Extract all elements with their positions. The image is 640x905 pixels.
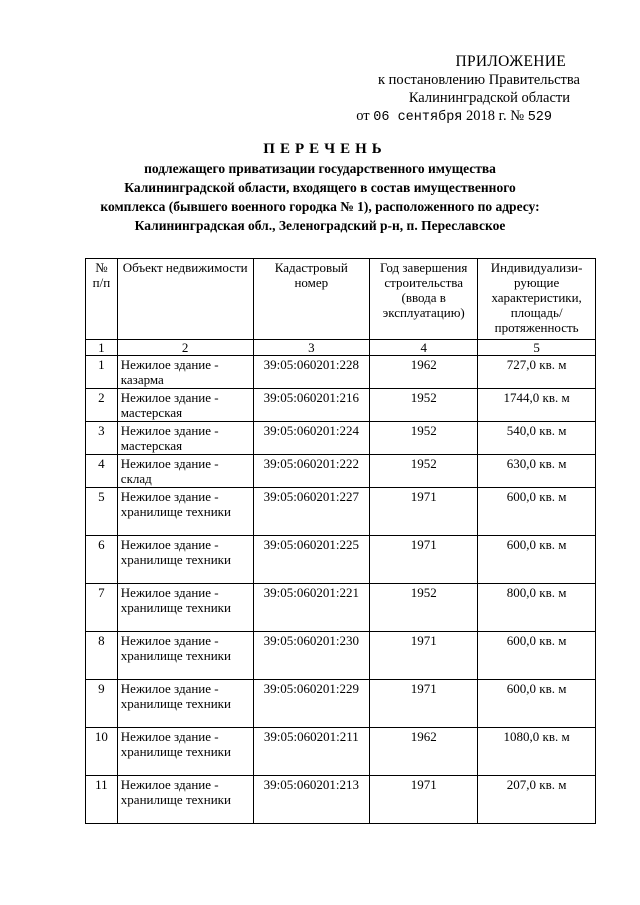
column-header-year: Год завершения строительства (ввода в эксплуатацию) (370, 259, 478, 340)
appendix-date-line (340, 107, 552, 127)
row-area: 727,0 кв. м (478, 356, 596, 389)
table-row (86, 455, 596, 488)
table-row (86, 728, 596, 776)
row-object: Нежилое здание - хранилище техники (117, 632, 253, 680)
row-number: 11 (86, 776, 118, 824)
row-cadastral: 39:05:060201:229 (253, 680, 370, 728)
row-number: 4 (86, 455, 118, 488)
heading-line-2: Калининградской области, входящего в состав имущественного (124, 180, 516, 195)
column-index: 5 (478, 340, 596, 356)
table-row (86, 536, 596, 584)
document-heading (0, 139, 640, 235)
heading-line-4: Калининградская обл., Зеленоградский р-н, п. Переславское (134, 218, 506, 233)
row-cadastral: 39:05:060201:211 (253, 728, 370, 776)
row-year: 1971 (370, 488, 478, 536)
row-area: 800,0 кв. м (478, 584, 596, 632)
column-header-object: Объект недвижимости (117, 259, 253, 340)
column-header-cadastral: Кадастровый номер (253, 259, 370, 340)
row-cadastral: 39:05:060201:216 (253, 389, 370, 422)
row-object: Нежилое здание - хранилище техники (117, 536, 253, 584)
row-number: 1 (86, 356, 118, 389)
heading-line-1: подлежащего приватизации государственного имущества (144, 161, 496, 176)
row-object: Нежилое здание - хранилище техники (117, 728, 253, 776)
row-area: 540,0 кв. м (478, 422, 596, 455)
date-suffix: 2018 г. № (466, 108, 525, 124)
row-cadastral: 39:05:060201:225 (253, 536, 370, 584)
row-object: Нежилое здание - хранилище техники (117, 488, 253, 536)
row-object: Нежилое здание - склад (117, 455, 253, 488)
heading-line-3: комплекса (бывшего военного городка № 1), расположенного по адресу: (100, 199, 540, 214)
row-year: 1971 (370, 680, 478, 728)
property-table (85, 258, 596, 824)
row-object: Нежилое здание - хранилище техники (117, 680, 253, 728)
table-header-row (86, 259, 596, 340)
row-year: 1952 (370, 422, 478, 455)
row-object: Нежилое здание - мастерская (117, 422, 253, 455)
appendix-region-line: Калининградской области (408, 90, 570, 106)
row-area: 600,0 кв. м (478, 488, 596, 536)
row-object: Нежилое здание - мастерская (117, 389, 253, 422)
row-area: 1080,0 кв. м (478, 728, 596, 776)
table-row (86, 680, 596, 728)
row-object: Нежилое здание - хранилище техники (117, 776, 253, 824)
column-index-row (86, 340, 596, 356)
table-row (86, 488, 596, 536)
table-row (86, 632, 596, 680)
row-number: 5 (86, 488, 118, 536)
row-number: 10 (86, 728, 118, 776)
appendix-resolution-line: к постановлению Правительства (378, 72, 580, 88)
row-number: 7 (86, 584, 118, 632)
row-number: 2 (86, 389, 118, 422)
row-year: 1952 (370, 455, 478, 488)
row-cadastral: 39:05:060201:230 (253, 632, 370, 680)
row-cadastral: 39:05:060201:213 (253, 776, 370, 824)
row-area: 1744,0 кв. м (478, 389, 596, 422)
row-area: 600,0 кв. м (478, 536, 596, 584)
row-number: 8 (86, 632, 118, 680)
column-index: 3 (253, 340, 370, 356)
row-year: 1962 (370, 356, 478, 389)
column-index: 4 (370, 340, 478, 356)
column-index: 2 (117, 340, 253, 356)
row-area: 600,0 кв. м (478, 632, 596, 680)
row-year: 1971 (370, 632, 478, 680)
row-year: 1971 (370, 776, 478, 824)
table-row (86, 356, 596, 389)
appendix-block (340, 53, 580, 127)
row-number: 6 (86, 536, 118, 584)
table-row (86, 422, 596, 455)
column-header-number: № п/п (86, 259, 118, 340)
table-row (86, 389, 596, 422)
resolution-number: 529 (527, 110, 552, 125)
row-cadastral: 39:05:060201:222 (253, 455, 370, 488)
table-row (86, 776, 596, 824)
row-year: 1962 (370, 728, 478, 776)
row-area: 630,0 кв. м (478, 455, 596, 488)
document-title: ПЕРЕЧЕНЬ (263, 141, 387, 157)
row-area: 600,0 кв. м (478, 680, 596, 728)
row-cadastral: 39:05:060201:227 (253, 488, 370, 536)
date-value: 06 сентября (373, 110, 463, 125)
row-year: 1971 (370, 536, 478, 584)
row-object: Нежилое здание - казарма (117, 356, 253, 389)
row-year: 1952 (370, 389, 478, 422)
row-cadastral: 39:05:060201:221 (253, 584, 370, 632)
appendix-title: ПРИЛОЖЕНИЕ (455, 53, 566, 70)
row-number: 9 (86, 680, 118, 728)
row-year: 1952 (370, 584, 478, 632)
date-prefix: от (356, 108, 370, 124)
column-header-characteristics: Индивидуализи- рующие характеристики, площадь/ протяженность (478, 259, 596, 340)
row-area: 207,0 кв. м (478, 776, 596, 824)
row-object: Нежилое здание - хранилище техники (117, 584, 253, 632)
row-cadastral: 39:05:060201:224 (253, 422, 370, 455)
row-number: 3 (86, 422, 118, 455)
table-row (86, 584, 596, 632)
column-index: 1 (86, 340, 118, 356)
row-cadastral: 39:05:060201:228 (253, 356, 370, 389)
